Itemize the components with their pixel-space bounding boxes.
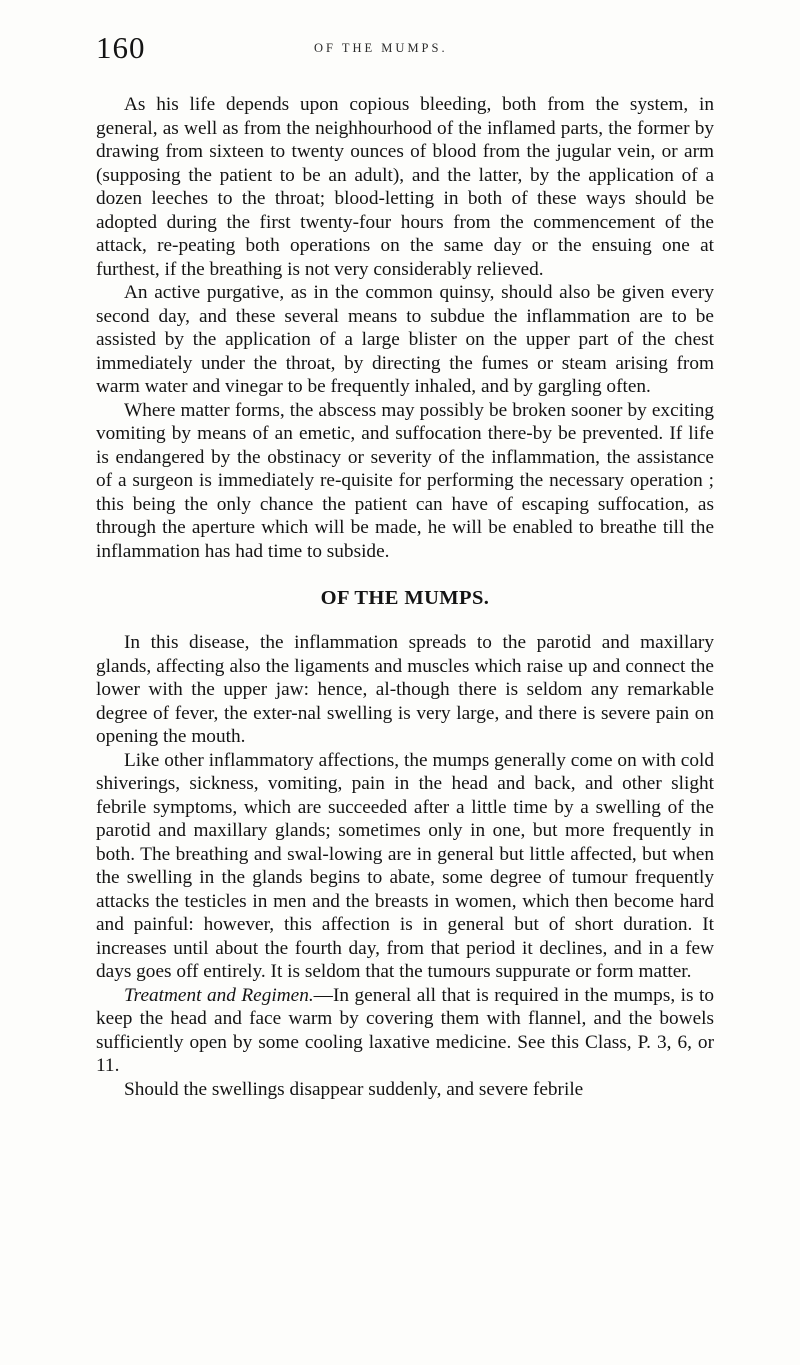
paragraph-treatment [96, 984, 714, 1078]
paragraph-purgative: An active purgative, as in the common quinsy, should also be given every second day, and these several means to subdue the inflammation are to be assisted by the application of a large blister on the upper part of the chest immediately under the throat, by directing the fumes or steam arising from warm water and vinegar to be frequently inhaled, and by gargling often. [96, 282, 714, 397]
paragraph-final: Should the swellings disappear suddenly, and severe febrile [124, 1078, 584, 1100]
page-number: 160 [96, 30, 146, 65]
treatment-runin-heading: Treatment and Regimen. [124, 984, 314, 1006]
paragraph-bleeding: As his life depends upon copious bleeding, both from the system, in general, as well as from the neighhourhood of the inflamed parts, the former by drawing from sixteen to twenty ounces of blood from the jugular vein, or arm (supposing the patient to be an adult), and the latter, by the application of a dozen leeches to the throat; blood-letting in both of these ways should be adopted during the first twenty-four hours from the commencement of the attack, re-peating both operations on the same day or the ensuing one at furthest, if the breathing is not very considerably relieved. [96, 94, 714, 280]
paragraph-abscess: Where matter forms, the abscess may possibly be broken sooner by exciting vomiting by means of an emetic, and suffocation there-by be prevented. If life is endangered by the obstinacy or severity of the inflammation, the assistance of a surgeon is immediately re-quisite for performing the necessary operation ; this being the only chance the patient can have of escaping suffocation, as through the aperture which will be made, he will be enabled to breathe till the inflammation has had time to subside. [96, 399, 714, 562]
section-heading: OF THE MUMPS. [320, 587, 490, 609]
treatment-text: —In general all that is required in the mumps, is to keep the head and face warm by covering them with flannel, and the bowels sufficiently open by some cooling laxative medicine. See this Class, P. 3, 6, or 11. [96, 984, 714, 1076]
body-text [96, 93, 714, 1101]
paragraph-symptoms: Like other inflammatory affections, the mumps generally come on with cold shiverings, sickness, vomiting, pain in the head and back, and other slight febrile symptoms, which are succeeded after a little time by a swelling of the parotid and maxillary glands; sometimes only in one, but more frequently in both. The breathing and swal-lowing are in general but little affected, but when the swelling in the glands begins to abate, some degree of tumour frequently attacks the testicles in men and the breasts in women, which then become hard and painful: however, this affection is in general but of short duration. It increases until about the fourth day, from that period it declines, and in a few days goes off entirely. It is seldom that the tumours suppurate or form matter. [96, 749, 714, 982]
page-header [96, 30, 716, 66]
running-head: OF THE MUMPS. [314, 41, 448, 55]
paragraph-disease-description: In this disease, the inflammation spreads to the parotid and maxillary glands, affecting also the ligaments and muscles which raise up and connect the lower with the upper jaw: hence, al-though there is seldom any remarkable degree of fever, the exter-nal swelling is very large, and there is severe pain on opening the mouth. [96, 632, 714, 747]
